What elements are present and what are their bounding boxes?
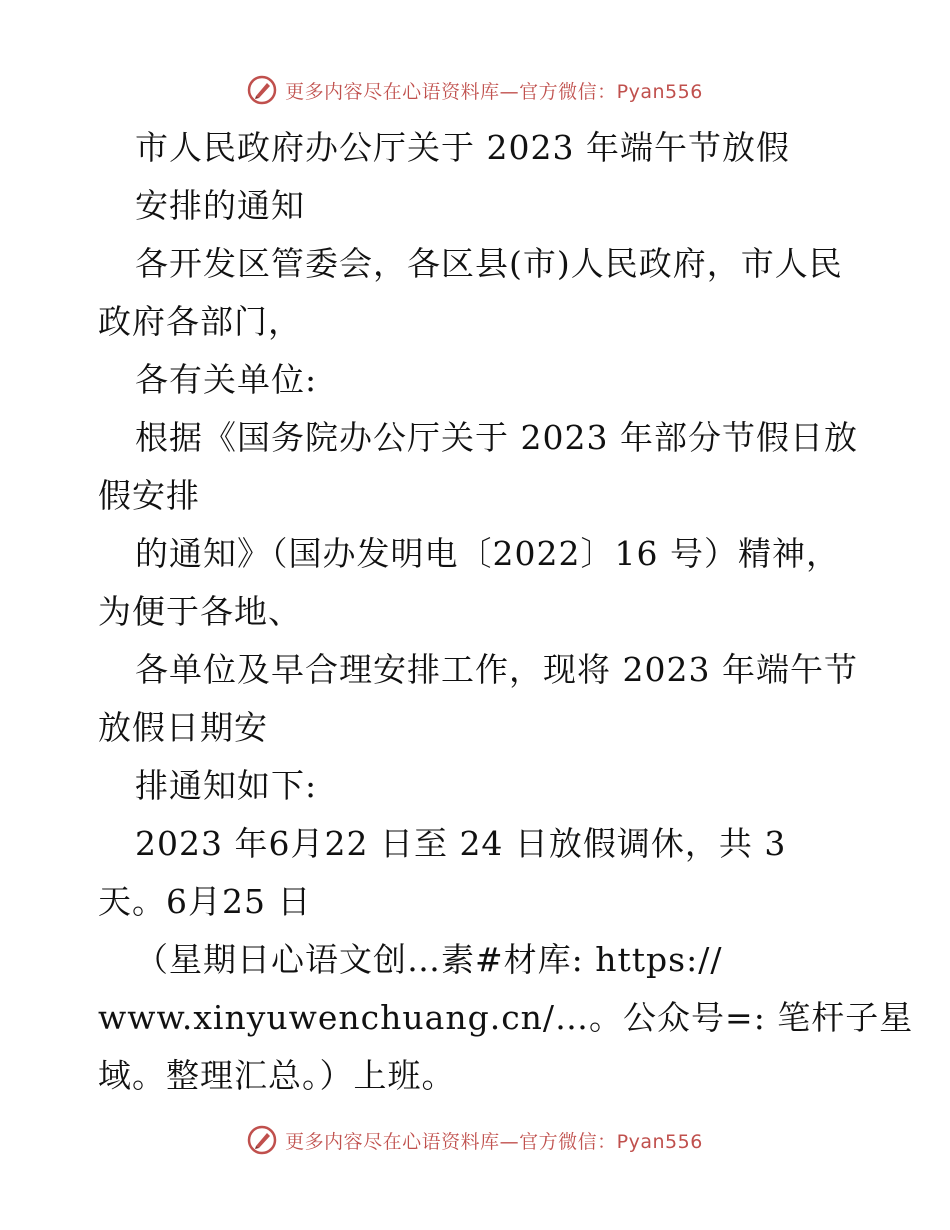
doc-line: 政府各部门，	[98, 302, 302, 341]
doc-line: 安排的通知	[135, 186, 305, 225]
pen-circle-logo-icon	[247, 75, 277, 105]
pen-circle-logo-icon	[247, 1125, 277, 1155]
footer-watermark-banner	[0, 1120, 950, 1160]
doc-line: 各开发区管委会，各区县(市)人民政府，市人民	[135, 244, 843, 283]
doc-line: 排通知如下:	[135, 766, 318, 805]
doc-line: 市人民政府办公厅关于 2023 年端午节放假	[135, 128, 790, 167]
doc-line: 域。整理汇总。）上班。	[98, 1056, 456, 1095]
doc-line: 根据《国务院办公厅关于 2023 年部分节假日放	[135, 418, 858, 457]
doc-line: 各单位及早合理安排工作，现将 2023 年端午节	[135, 650, 858, 689]
doc-line: 的通知》（国办发明电〔2022〕16 号）精神，	[135, 534, 840, 573]
footer-watermark-text: 更多内容尽在心语资料库—官方微信：Pyan556	[285, 1130, 703, 1153]
doc-line: www.xinyuwenchuang.cn/…。公众号=: 笔杆子星	[98, 998, 914, 1037]
doc-line: （星期日心语文创…素#材库: https://	[135, 940, 723, 979]
doc-line: 2023 年6月22 日至 24 日放假调休，共 3	[135, 824, 787, 863]
doc-line: 放假日期安	[98, 708, 268, 747]
header-watermark-text: 更多内容尽在心语资料库—官方微信：Pyan556	[285, 80, 703, 103]
doc-line: 为便于各地、	[98, 592, 302, 631]
doc-line: 假安排	[98, 476, 200, 515]
header-watermark-banner	[0, 70, 950, 110]
doc-line: 天。6月25 日	[98, 882, 312, 921]
doc-line: 各有关单位:	[135, 360, 318, 399]
